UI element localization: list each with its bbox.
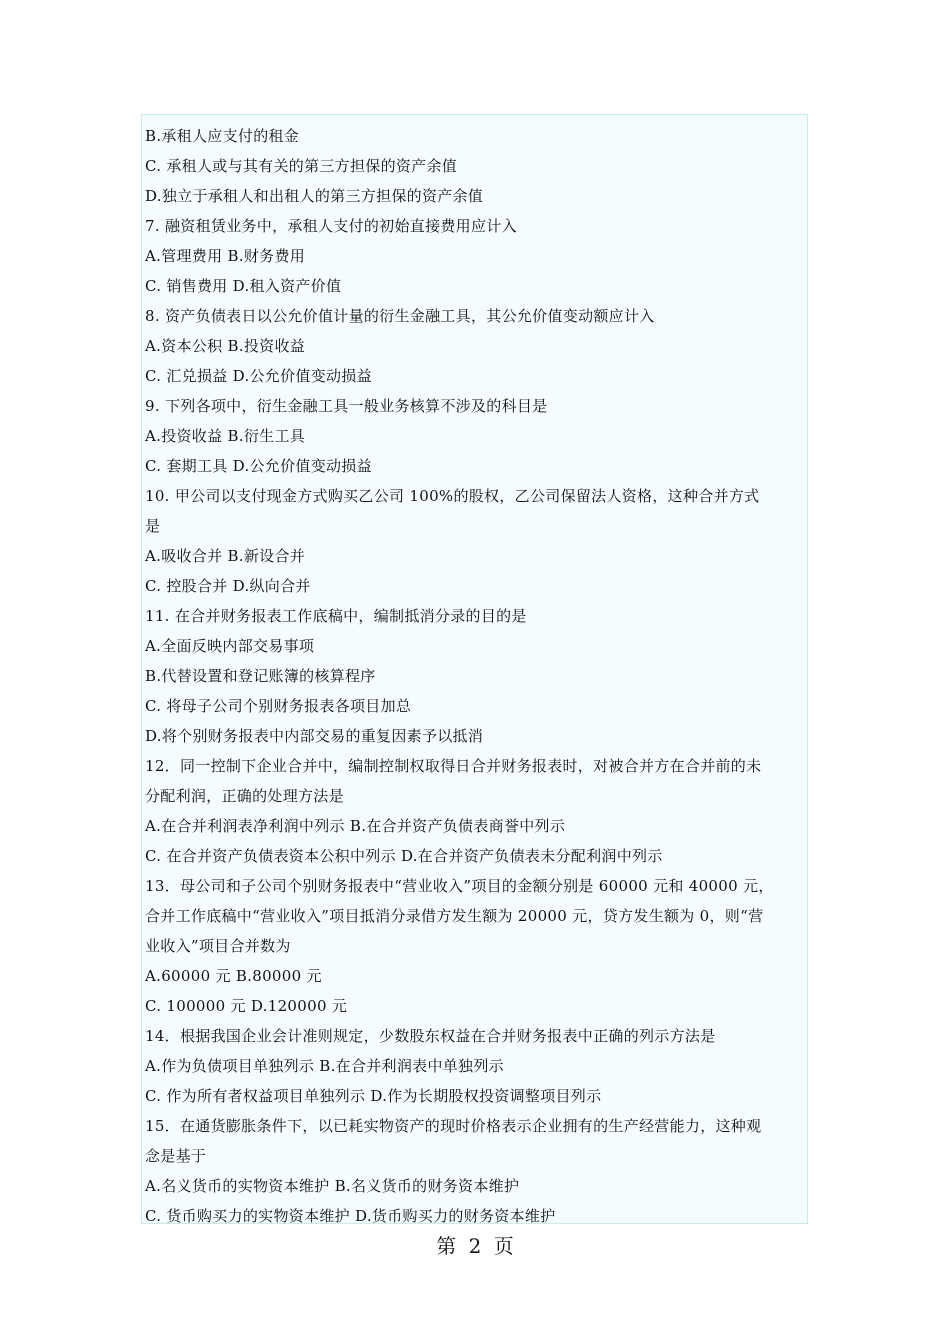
text-line: B.代替设置和登记账簿的核算程序 bbox=[145, 667, 376, 685]
text-line: C. 销售费用 D.租入资产价值 bbox=[145, 277, 342, 295]
question-line: 8. 资产负债表日以公允价值计量的衍生金融工具，其公允价值变动额应计入 bbox=[145, 307, 655, 325]
text-line: 业收入”项目合并数为 bbox=[145, 937, 291, 955]
text-line: C. 在合并资产负债表资本公积中列示 D.在合并资产负债表未分配利润中列示 bbox=[145, 847, 663, 865]
text-line: C. 100000 元 D.120000 元 bbox=[145, 997, 348, 1015]
text-line: B.承租人应支付的租金 bbox=[145, 127, 300, 145]
text-line: C. 将母子公司个别财务报表各项目加总 bbox=[145, 697, 412, 715]
question-line: 12．同一控制下企业合并中，编制控制权取得日合并财务报表时，对被合并方在合并前的未 bbox=[145, 757, 762, 775]
question-line: 10. 甲公司以支付现金方式购买乙公司 100%的股权，乙公司保留法人资格，这种合并方式 bbox=[145, 487, 760, 505]
text-line: 是 bbox=[145, 517, 161, 535]
text-line: C. 作为所有者权益项目单独列示 D.作为长期股权投资调整项目列示 bbox=[145, 1087, 602, 1105]
text-line: A.名义货币的实物资本维护 B.名义货币的财务资本维护 bbox=[145, 1177, 520, 1195]
text-line: A.作为负债项目单独列示 B.在合并利润表中单独列示 bbox=[145, 1057, 504, 1075]
document-text-block bbox=[141, 114, 808, 1224]
question-line: 14．根据我国企业会计准则规定，少数股东权益在合并财务报表中正确的列示方法是 bbox=[145, 1027, 716, 1045]
text-line: 分配利润，正确的处理方法是 bbox=[145, 787, 344, 805]
text-line: A.吸收合并 B.新设合并 bbox=[145, 547, 306, 565]
text-line: C. 套期工具 D.公允价值变动损益 bbox=[145, 457, 372, 475]
text-line: 念是基于 bbox=[145, 1147, 207, 1165]
text-line: D.独立于承租人和出租人的第三方担保的资产余值 bbox=[145, 187, 484, 205]
text-line: C. 承租人或与其有关的第三方担保的资产余值 bbox=[145, 157, 458, 175]
text-line: A.在合并利润表净利润中列示 B.在合并资产负债表商誉中列示 bbox=[145, 817, 566, 835]
text-line: D.将个别财务报表中内部交易的重复因素予以抵消 bbox=[145, 727, 484, 745]
text-line: C. 汇兑损益 D.公允价值变动损益 bbox=[145, 367, 372, 385]
text-line: A.60000 元 B.80000 元 bbox=[145, 967, 322, 985]
question-line: 13．母公司和子公司个别财务报表中“营业收入”项目的金额分别是 60000 元和 40000 元， bbox=[145, 877, 774, 895]
question-line: 11. 在合并财务报表工作底稿中，编制抵消分录的目的是 bbox=[145, 607, 527, 625]
text-line: C. 货币购买力的实物资本维护 D.货币购买力的财务资本维护 bbox=[145, 1207, 556, 1224]
question-line: 7. 融资租赁业务中，承租人支付的初始直接费用应计入 bbox=[145, 217, 517, 235]
question-line: 9. 下列各项中，衍生金融工具一般业务核算不涉及的科目是 bbox=[145, 397, 548, 415]
text-line: A.全面反映内部交易事项 bbox=[145, 637, 315, 655]
text-line: A.管理费用 B.财务费用 bbox=[145, 247, 306, 265]
text-line: 合并工作底稿中“营业收入”项目抵消分录借方发生额为 20000 元，贷方发生额为 0，则“营 bbox=[145, 907, 764, 925]
page-number: 第 2 页 bbox=[436, 1234, 514, 1258]
text-line: A.资本公积 B.投资收益 bbox=[145, 337, 306, 355]
question-line: 15．在通货膨胀条件下，以已耗实物资产的现时价格表示企业拥有的生产经营能力，这种观 bbox=[145, 1117, 762, 1135]
text-line: A.投资收益 B.衍生工具 bbox=[145, 427, 306, 445]
text-line: C. 控股合并 D.纵向合并 bbox=[145, 577, 311, 595]
